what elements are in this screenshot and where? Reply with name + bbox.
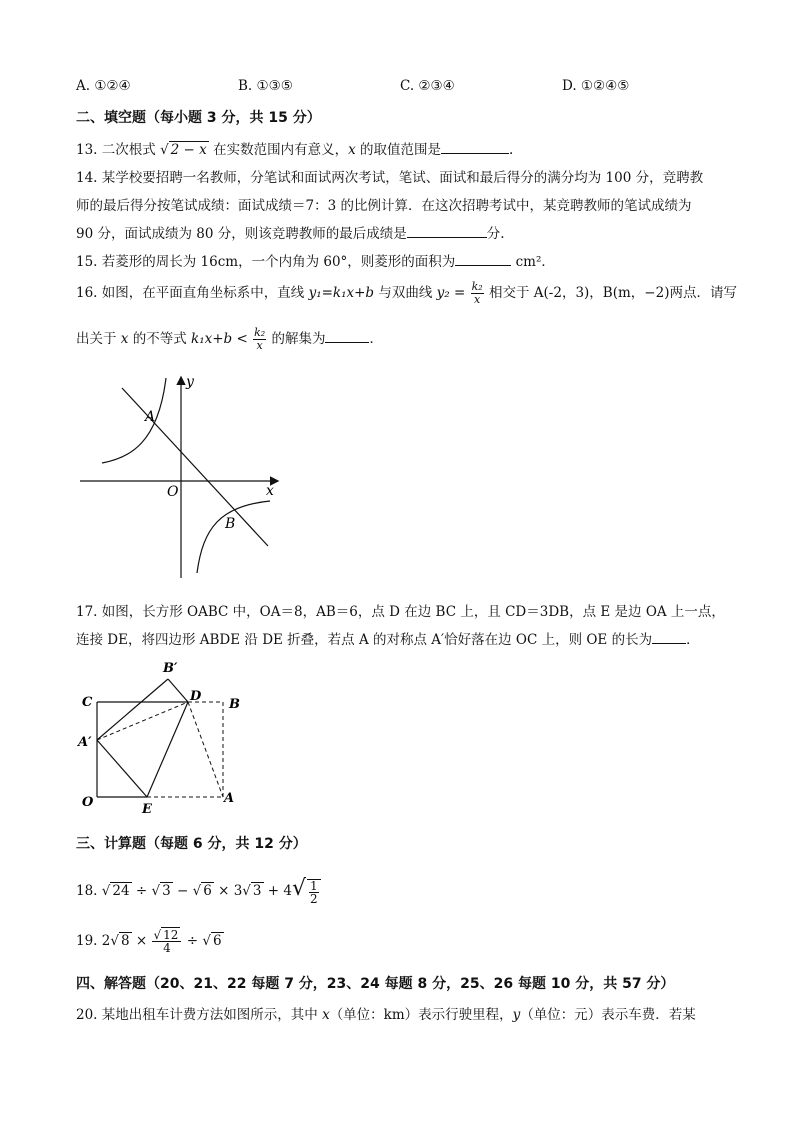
answer-blank[interactable] [455,253,511,266]
radical-sign: √ [110,933,119,949]
question-20 [76,1003,696,1023]
answer-blank[interactable] [652,631,686,644]
q17-line2a: 连接 DE，将四边形 ABDE 沿 DE 折叠，若点 A 的对称点 A′恰好落在边 OC 上，则 OE 的长为 [76,632,653,648]
q16-coordinate-figure [70,368,290,583]
q19-fraction-radicand: 12 [163,928,179,942]
option-a: A. ①②④ [76,78,131,94]
q16-inequality-fraction [253,327,266,352]
q18-op-4: + 4 [267,883,292,899]
label-o: O [82,795,94,810]
q18-op-3: × 3 [218,883,243,899]
q19-op-1: × [135,933,148,949]
section-2-heading: 二、填空题（每小题 3 分，共 15 分） [76,110,321,126]
section-4-heading: 四、解答题（20、21、22 每题 7 分，23、24 每题 8 分，25、26 每题 10 分，共 57 分） [76,976,675,992]
question-15 [76,250,555,270]
question-18 [76,876,322,905]
q19-coefficient: 2 [101,933,111,949]
fraction-numerator: k₂ [471,280,483,293]
fraction-numerator: √ 12 [152,929,181,942]
question-19 [76,929,224,954]
label-c: C [82,695,93,710]
radical-sign: √ [160,142,169,158]
label-e: E [142,802,152,817]
q13-radicand: 2 − x [170,142,207,158]
q18-number: 18. [76,883,98,899]
origin-label: O [167,484,179,500]
q13-middle: 在实数范围内有意义， [213,142,349,158]
q19-radicand-2: 6 [212,933,222,949]
linear-function-line [122,388,268,546]
q18-radicand-2: 3 [162,883,171,899]
q18-op-1: ÷ [135,883,148,899]
fold-line-de [147,702,188,797]
question-17-line2 [76,628,700,648]
segment-a-prime-b-prime [97,679,168,740]
fraction-denominator: 2 [310,891,318,906]
answer-blank[interactable] [407,225,487,238]
q16-line2c: 的解集为 [267,331,326,347]
radical-sign: √ [101,883,111,899]
q20-text-c: （单位：元）表示车费．若某 [520,1007,696,1023]
label-a-prime: A′ [78,735,92,750]
q20-text-a: 20. 某地出租车计费方法如图所示，其中 [76,1007,323,1023]
question-13 [76,138,513,158]
section-3-heading: 三、计算题（每题 6 分，共 12 分） [76,836,307,852]
option-b: B. ①③⑤ [238,78,293,94]
radical-sign: √ [192,883,202,899]
q16-line-equation: y₁=k₁x+b [308,285,375,301]
q16-inequality: k₁x+b < [191,331,248,347]
q16-line2a: 出关于 [76,331,121,347]
label-d: D [190,689,202,704]
label-b-prime: B′ [163,661,178,676]
radical-sign: √ [202,933,211,949]
question-14-line3 [76,222,505,242]
label-b: B [229,697,240,712]
label-a: A [224,791,235,806]
q13-suffix: 的取值范围是 [360,142,441,158]
segment-da-dashed [188,702,223,797]
answer-blank[interactable] [325,330,369,343]
fraction-numerator: k₂ [254,326,266,339]
fraction-denominator: 4 [163,941,171,955]
segment-b-prime-d [168,679,188,702]
q18-fraction [307,879,321,905]
answer-blank[interactable] [441,141,509,154]
fraction-denominator: x [474,293,481,306]
q14-line3a: 90 分，面试成绩为 80 分，则该竞聘教师的最后成绩是 [76,226,407,242]
fraction-numerator: 1 [310,878,318,893]
radical-sign: √ [292,876,307,901]
q19-fraction [152,929,181,954]
question-16-line2 [76,327,383,352]
segment-e-a-prime [97,740,147,797]
q16-line1c: 相交于 A(-2，3)，B(m，−2)两点．请写 [484,285,737,301]
q18-radicand-4: 3 [252,883,262,899]
q17-rectangle-figure [70,655,270,820]
q13-var: x [348,142,356,158]
q20-var-x: x [322,1007,330,1023]
q16-hyperbola-lhs: y₂ = [436,285,466,301]
q16-line1b: 与双曲线 [374,285,437,301]
option-d: D. ①②④⑤ [562,78,630,94]
q15-text-a: 15. 若菱形的周长为 16cm，一个内角为 60°，则菱形的面积为 [76,254,456,270]
option-c: C. ②③④ [400,78,455,94]
q15-text-b: cm²． [515,254,555,270]
q16-var: x [120,331,129,347]
question-14-line1: 14. 某学校要招聘一名教师，分笔试和面试两次考试，笔试、面试和最后得分的满分均为 100 分，竞聘教 [76,170,704,186]
q18-op-2: − [176,883,189,899]
q16-line2d: ． [369,331,383,347]
question-14-line2: 师的最后得分按笔试成绩：面试成绩＝7：3 的比例计算．在这次招聘考试中，某竞聘教师的笔试成绩为 [76,198,692,214]
q16-line1a: 16. 如图，在平面直角坐标系中，直线 [76,285,309,301]
radical-sign: √ [151,883,161,899]
q13-end: . [509,142,514,158]
q18-radicand-3: 6 [203,883,212,899]
point-a-label: A [145,409,156,425]
q13-prefix: 13. 二次根式 [76,142,156,158]
q18-radicand-1: 24 [112,883,130,899]
q14-line3b: 分. [486,226,505,242]
q17-line2b: ． [686,632,700,648]
hyperbola-branch-left [102,378,166,463]
q20-text-b: （单位：km）表示行驶里程， [329,1007,513,1023]
question-17-line1: 17. 如图，长方形 OABC 中，OA＝8，AB＝6，点 D 在边 BC 上，且 CD＝3DB，点 E 是边 OA 上一点， [76,604,725,620]
q19-number: 19. [76,933,98,949]
radical-sign: √ [242,883,251,899]
axis-label-x: x [266,483,274,499]
axis-label-y: y [186,374,194,390]
q19-radicand-1: 8 [120,933,130,949]
question-16-line1 [76,281,737,306]
q16-line2b: 的不等式 [128,331,192,347]
fraction-denominator: x [256,339,263,352]
q20-var-y: y [512,1007,521,1023]
point-b-label: B [225,516,236,532]
q19-op-2: ÷ [186,933,199,949]
q16-hyperbola-fraction [471,281,484,306]
